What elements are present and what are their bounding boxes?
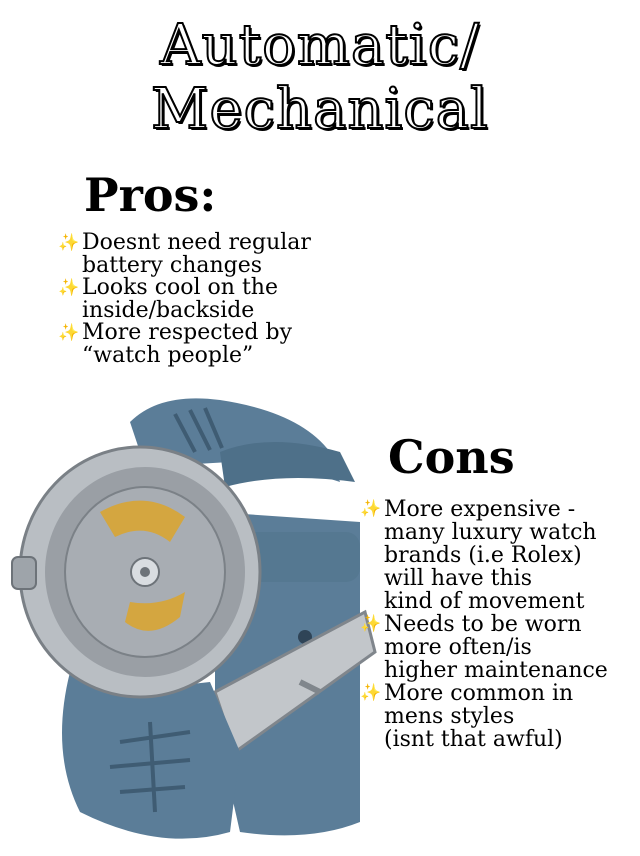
- cons-list: [360, 498, 630, 751]
- item-text: More respected by: [82, 320, 292, 345]
- watch-image: [10, 392, 390, 852]
- list-item: [360, 498, 630, 613]
- list-item: [360, 682, 630, 751]
- item-text: more often/is: [384, 635, 532, 660]
- item-text: battery changes: [82, 252, 263, 278]
- page-title: [0, 14, 640, 142]
- list-item: [58, 322, 358, 367]
- item-text: many luxury watch: [384, 520, 597, 545]
- sparkles-icon: ✨: [58, 278, 80, 298]
- item-text: More expensive -: [384, 497, 576, 522]
- item-text: inside/backside: [82, 297, 255, 323]
- item-text: More common in: [384, 681, 574, 706]
- item-text: Looks cool on the: [82, 275, 278, 300]
- item-text: higher maintenance: [384, 658, 608, 683]
- item-text: (isnt that awful): [384, 727, 563, 752]
- sparkles-icon: ✨: [58, 233, 80, 253]
- list-item: [58, 232, 358, 277]
- sparkles-icon: ✨: [360, 614, 382, 634]
- list-item: [360, 613, 630, 682]
- cons-heading: Cons: [388, 430, 515, 484]
- sparkles-icon: ✨: [360, 499, 382, 519]
- pros-heading: Pros:: [84, 168, 217, 222]
- item-text: will have this: [384, 566, 532, 591]
- title-line-1: Automatic/: [160, 13, 480, 78]
- item-text: Doesnt need regular: [82, 230, 311, 255]
- sparkles-icon: ✨: [360, 683, 382, 703]
- item-text: kind of movement: [384, 589, 585, 614]
- title-line-2: Mechanical: [151, 77, 489, 142]
- crown: [12, 557, 36, 589]
- item-text: mens styles: [384, 704, 515, 729]
- item-text: brands (i.e Rolex): [384, 543, 582, 568]
- list-item: [58, 277, 358, 322]
- movement-center: [140, 567, 150, 577]
- item-text: “watch people”: [82, 342, 254, 368]
- item-text: Needs to be worn: [384, 612, 582, 637]
- sparkles-icon: ✨: [58, 323, 80, 343]
- pros-list: [58, 232, 358, 367]
